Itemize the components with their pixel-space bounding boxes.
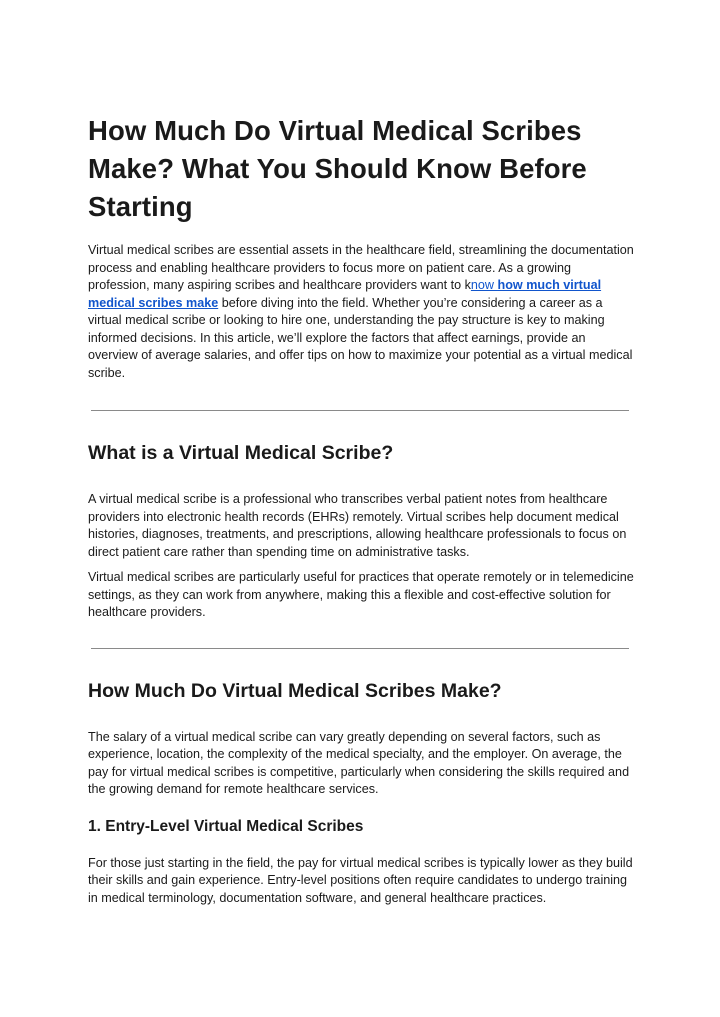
section2-paragraph: The salary of a virtual medical scribe can vary greatly depending on several factors, such as experience, location, the complexity of the medical specialty, and the employer. On average, the pay for virtual medical scribes is competitive, particularly when considering the skills required and the growing demand for remote healthcare services. [88,729,630,796]
intro-text-before-link: Virtual medical scribes are essential assets in the healthcare field, streamlining the documentation process and enabling healthcare providers to focus more on patient care. As a growing profession, many aspiring scribes and healthcare providers want to k [88,243,634,292]
section1-paragraph-1: A virtual medical scribe is a professional who transcribes verbal patient notes from healthcare providers into electronic health records (EHRs) remotely. Virtual scribes help document medical histories, diagnoses, treatments, and prescriptions, allowing healthcare professionals to focus on direct patient care rather than spending time on administrative tasks. [88,492,627,559]
salary-link-bold[interactable]: how much virtual medical scribes make [88,278,602,310]
section-heading-how-much: How Much Do Virtual Medical Scribes Make? [88,679,502,702]
section1-paragraph-2: Virtual medical scribes are particularly useful for practices that operate remotely or in telemedicine settings, as they can work from anywhere, making this a flexible and cost-effective solution for healthcare providers. [88,570,634,619]
intro-paragraph [88,242,636,382]
intro-text-after-link: before diving into the field. Whether you’re considering a career as a virtual medical scribe or looking to hire one, understanding the pay structure is key to making informed decisions. In this article, we’ll explore the factors that affect earnings, provide an overview of average salaries, and offer tips on how to maximize your potential as a virtual medical scribe. [88,295,633,380]
article-title: How Much Do Virtual Medical Scribes Make? What You Should Know Before Starting [88,115,587,222]
subsection-paragraph: For those just starting in the field, the pay for virtual medical scribes is typically lower as they build their skills and gain experience. Entry-level positions often require candidates to undergo training in medical terminology, documentation software, and general healthcare practices. [88,855,633,905]
salary-link-plain[interactable]: now [470,278,498,292]
article [88,112,636,907]
section-heading-what-is: What is a Virtual Medical Scribe? [88,442,394,464]
subsection-heading-entry-level: 1. Entry-Level Virtual Medical Scribes [88,817,364,835]
